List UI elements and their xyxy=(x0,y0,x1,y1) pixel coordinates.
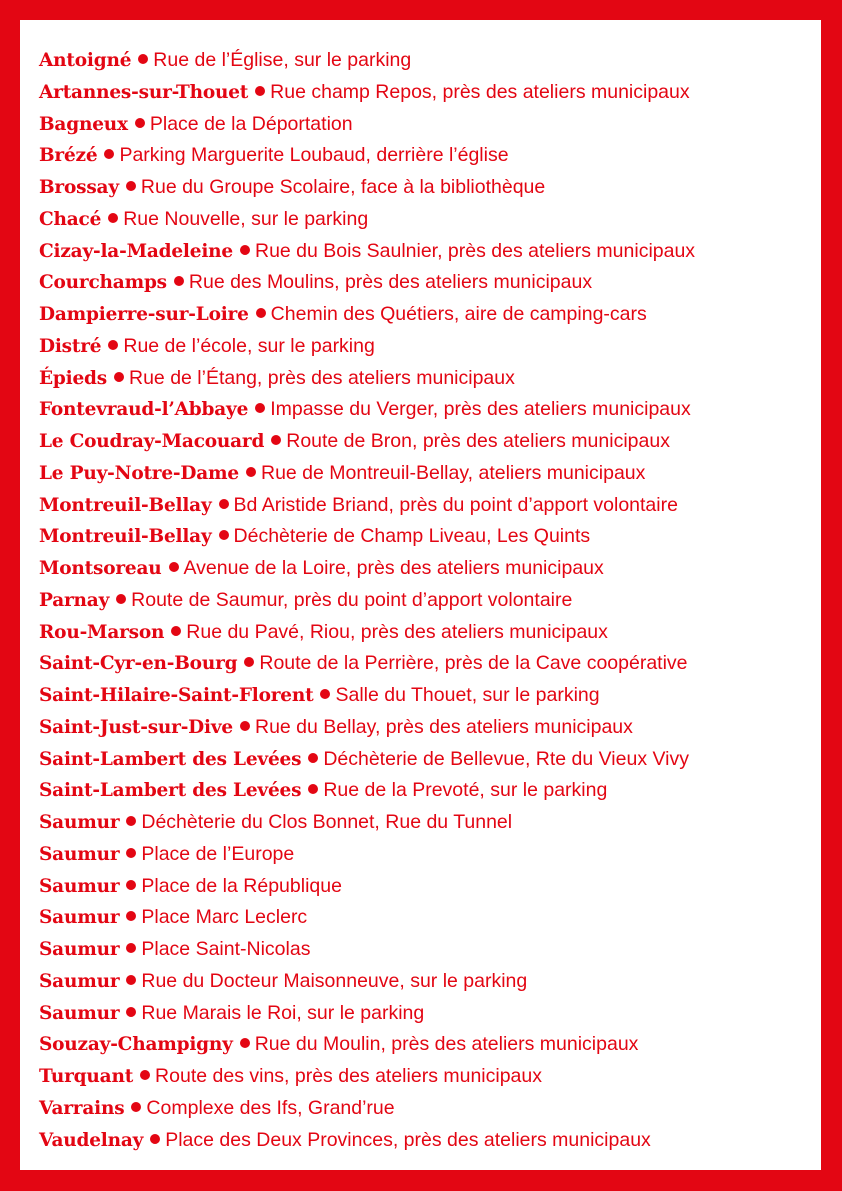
collection-point-address: Complexe des Ifs, Grand’rue xyxy=(146,1096,395,1119)
town-name: Saint-Just-sur-Dive xyxy=(39,716,233,738)
town-name: Saint-Cyr-en-Bourg xyxy=(39,653,238,675)
collection-point-address: Rue des Moulins, près des ateliers municipaux xyxy=(188,271,593,294)
town-name: Rou-Marson xyxy=(39,621,165,643)
town-name: Saint-Hilaire-Saint-Florent xyxy=(39,685,314,706)
bullet-dot-icon xyxy=(174,276,184,286)
town-name: Le Coudray-Macouard xyxy=(39,431,265,452)
collection-point-address: Rue de Montreuil-Bellay, ateliers municipaux xyxy=(260,461,646,484)
location-entry xyxy=(39,807,811,839)
town-name: Saumur xyxy=(39,939,120,960)
town-name: Antoigné xyxy=(39,50,132,71)
town-name: Souzay-Champigny xyxy=(39,1034,233,1056)
bullet-dot-icon xyxy=(126,880,136,890)
town-name: Chacé xyxy=(39,208,102,230)
collection-point-address: Rue champ Repos, près des ateliers municipaux xyxy=(270,80,690,103)
bullet-dot-icon xyxy=(131,1102,141,1112)
town-name: Saumur xyxy=(39,907,120,929)
bullet-dot-icon xyxy=(219,499,229,509)
location-entry xyxy=(39,712,811,744)
town-name: Cizay-la-Madeleine xyxy=(39,240,233,262)
collection-point-address: Déchèterie de Bellevue, Rte du Vieux Vivy xyxy=(323,747,689,770)
location-entry xyxy=(39,553,811,585)
bullet-dot-icon xyxy=(320,689,330,699)
collection-point-address: Rue de l’Église, sur le parking xyxy=(153,49,412,71)
location-entry xyxy=(39,204,811,236)
collection-point-address: Avenue de la Loire, près des ateliers municipaux xyxy=(183,557,604,579)
collection-point-address: Bd Aristide Briand, près du point d’apport volontaire xyxy=(233,493,678,516)
location-entry xyxy=(39,839,811,871)
town-name: Saumur xyxy=(39,1002,120,1024)
town-name: Turquant xyxy=(39,1066,134,1087)
town-name: Brézé xyxy=(39,145,98,167)
bullet-dot-icon xyxy=(126,943,136,953)
location-entry xyxy=(39,744,811,776)
town-name: Montreuil-Bellay xyxy=(39,526,212,548)
location-entry xyxy=(39,902,811,934)
collection-point-address: Route des vins, près des ateliers municipaux xyxy=(155,1065,542,1087)
town-name: Saumur xyxy=(39,875,120,897)
town-name: Saint-Lambert des Levées xyxy=(39,780,302,802)
town-name: Saumur xyxy=(39,970,120,992)
location-entry xyxy=(39,934,811,966)
location-list-panel xyxy=(20,20,821,1170)
bullet-dot-icon xyxy=(256,308,266,318)
bullet-dot-icon xyxy=(240,245,250,255)
location-entry xyxy=(39,458,811,490)
location-entry xyxy=(39,394,811,426)
collection-point-address: Déchèterie de Champ Liveau, Les Quints xyxy=(233,525,591,548)
bullet-dot-icon xyxy=(126,848,136,858)
location-entry xyxy=(39,172,811,204)
bullet-dot-icon xyxy=(169,562,179,572)
collection-point-address: Rue de l’Étang, près des ateliers municipaux xyxy=(129,366,515,389)
bullet-dot-icon xyxy=(126,816,136,826)
town-name: Bagneux xyxy=(39,113,128,135)
bullet-dot-icon xyxy=(126,181,136,191)
collection-point-address: Rue du Moulin, près des ateliers municipaux xyxy=(254,1033,639,1056)
town-name: Le Puy-Notre-Dame xyxy=(39,462,239,484)
bullet-dot-icon xyxy=(271,435,281,445)
location-entry xyxy=(39,521,811,553)
bullet-dot-icon xyxy=(171,626,181,636)
location-entry xyxy=(39,680,811,712)
location-entry xyxy=(39,236,811,268)
bullet-dot-icon xyxy=(255,403,265,413)
location-entry xyxy=(39,871,811,903)
town-name: Parnay xyxy=(39,589,110,611)
location-entry xyxy=(39,140,811,172)
location-entry xyxy=(39,585,811,617)
collection-point-address: Rue du Pavé, Riou, près des ateliers municipaux xyxy=(186,620,608,643)
bullet-dot-icon xyxy=(244,657,254,667)
town-name: Montreuil-Bellay xyxy=(39,494,212,516)
collection-point-address: Place Marc Leclerc xyxy=(141,906,308,929)
location-entry xyxy=(39,1125,811,1157)
collection-point-address: Rue du Groupe Scolaire, face à la bibliothèque xyxy=(140,176,546,198)
location-entry xyxy=(39,648,811,680)
location-entry xyxy=(39,109,811,141)
collection-point-address: Salle du Thouet, sur le parking xyxy=(335,684,600,706)
bullet-dot-icon xyxy=(255,86,265,96)
collection-point-address: Chemin des Quétiers, aire de camping-cars xyxy=(270,303,647,325)
location-entry xyxy=(39,966,811,998)
location-entry xyxy=(39,1093,811,1125)
collection-point-address: Déchèterie du Clos Bonnet, Rue du Tunnel xyxy=(141,811,513,833)
collection-point-address: Route de Saumur, près du point d’apport volontaire xyxy=(131,588,573,611)
location-entry xyxy=(39,490,811,522)
collection-point-address: Rue du Bellay, près des ateliers municipaux xyxy=(254,715,633,738)
collection-point-address: Place Saint-Nicolas xyxy=(141,938,311,960)
town-name: Saint-Lambert des Levées xyxy=(39,748,302,770)
town-name: Vaudelnay xyxy=(39,1129,144,1151)
location-entry xyxy=(39,775,811,807)
bullet-dot-icon xyxy=(150,1134,160,1144)
bullet-dot-icon xyxy=(116,594,126,604)
collection-point-address: Place de l’Europe xyxy=(141,842,295,865)
collection-point-address: Place de la République xyxy=(141,874,342,897)
town-name: Épieds xyxy=(39,367,107,389)
collection-point-address: Parking Marguerite Loubaud, derrière l’église xyxy=(119,144,509,167)
collection-point-address: Rue Nouvelle, sur le parking xyxy=(123,207,369,230)
bullet-dot-icon xyxy=(126,975,136,985)
bullet-dot-icon xyxy=(308,784,318,794)
bullet-dot-icon xyxy=(126,911,136,921)
collection-point-address: Impasse du Verger, près des ateliers municipaux xyxy=(270,398,691,421)
collection-point-address: Place des Deux Provinces, près des ateliers municipaux xyxy=(165,1128,651,1151)
bullet-dot-icon xyxy=(140,1070,150,1080)
town-name: Montsoreau xyxy=(39,558,162,579)
location-entry xyxy=(39,617,811,649)
location-entry xyxy=(39,426,811,458)
collection-point-address: Rue du Docteur Maisonneuve, sur le parking xyxy=(141,969,528,992)
town-name: Saumur xyxy=(39,812,120,833)
collection-point-address: Rue du Bois Saulnier, près des ateliers municipaux xyxy=(254,239,696,262)
location-entry xyxy=(39,998,811,1030)
town-name: Artannes-sur-Thouet xyxy=(39,81,249,103)
collection-point-address: Place de la Déportation xyxy=(149,112,353,135)
bullet-dot-icon xyxy=(219,530,229,540)
bullet-dot-icon xyxy=(240,721,250,731)
town-name: Fontevraud-l’Abbaye xyxy=(39,399,249,421)
collection-point-address: Rue de l’école, sur le parking xyxy=(123,334,375,357)
bullet-dot-icon xyxy=(240,1038,250,1048)
bullet-dot-icon xyxy=(246,467,256,477)
bullet-dot-icon xyxy=(104,149,114,159)
town-name: Dampierre-sur-Loire xyxy=(39,304,249,325)
collection-point-address: Route de la Perrière, près de la Cave coopérative xyxy=(259,652,688,675)
bullet-dot-icon xyxy=(108,213,118,223)
location-entry xyxy=(39,363,811,395)
location-entry xyxy=(39,1029,811,1061)
bullet-dot-icon xyxy=(308,753,318,763)
bullet-dot-icon xyxy=(126,1007,136,1017)
town-name: Saumur xyxy=(39,843,120,865)
location-entry xyxy=(39,77,811,109)
collection-point-address: Rue Marais le Roi, sur le parking xyxy=(141,1001,425,1024)
town-name: Courchamps xyxy=(39,272,167,294)
collection-point-address: Rue de la Prevoté, sur le parking xyxy=(323,779,608,802)
collection-point-address: Route de Bron, près des ateliers municipaux xyxy=(286,430,670,452)
location-list xyxy=(39,45,811,1156)
town-name: Varrains xyxy=(39,1097,125,1119)
location-entry xyxy=(39,299,811,331)
location-entry xyxy=(39,1061,811,1093)
bullet-dot-icon xyxy=(114,372,124,382)
bullet-dot-icon xyxy=(108,340,118,350)
bullet-dot-icon xyxy=(138,54,148,64)
town-name: Distré xyxy=(39,335,102,357)
town-name: Brossay xyxy=(39,177,119,198)
location-entry xyxy=(39,331,811,363)
location-entry xyxy=(39,45,811,77)
location-entry xyxy=(39,267,811,299)
bullet-dot-icon xyxy=(135,118,145,128)
